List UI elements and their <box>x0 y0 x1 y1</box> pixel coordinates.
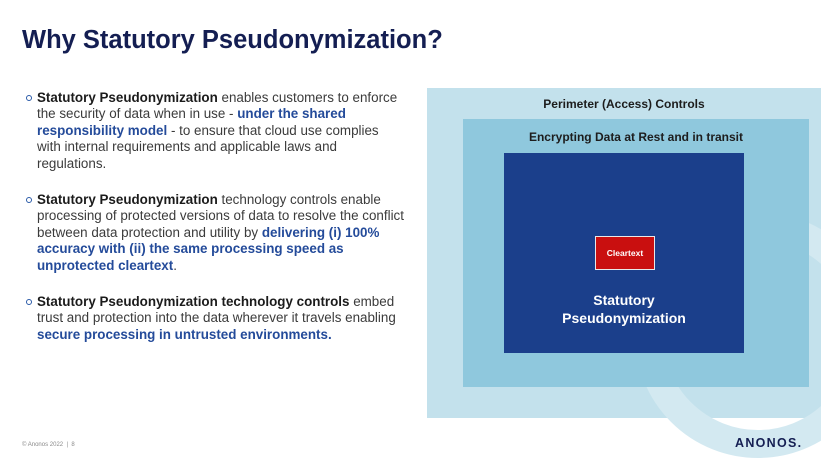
page-number: 8 <box>71 442 75 448</box>
cleartext-box: Cleartext <box>595 236 655 270</box>
footer-separator: | <box>66 442 69 448</box>
bullet-item <box>26 192 406 274</box>
encryption-layer <box>463 119 809 387</box>
encryption-layer-label: Encrypting Data at Rest and in transit <box>528 130 744 144</box>
copyright-text: © Anonos 2022 <box>22 442 64 448</box>
bullet-bold-text: Statutory Pseudonymization technology controls <box>37 294 350 310</box>
bullet-item <box>26 294 406 343</box>
pseudonymization-layer <box>504 153 744 353</box>
bullet-plain-text: embed trust and protection into the data wherever it travels enabling <box>37 294 396 326</box>
bullet-plain-text: technology controls enable processing of protected versions of data to resolve the conflict between data protection and utility by <box>37 192 404 240</box>
bullet-highlight-text: delivering (i) 100% accuracy with (ii) the same processing speed as unprotected cleartext <box>37 224 380 273</box>
bullet-text <box>37 192 404 273</box>
pseudonymization-label <box>504 291 744 327</box>
pseudonymization-label-line: Statutory <box>593 292 655 308</box>
perimeter-controls-label: Perimeter (Access) Controls <box>543 97 705 111</box>
pseudonymization-label-line: Pseudonymization <box>562 310 686 326</box>
bullet-plain-text: enables customers to enforce the security of data when in use - <box>37 90 398 122</box>
bullet-circle-icon <box>26 299 32 305</box>
bullet-text <box>37 90 397 171</box>
bullet-highlight-text: under the shared responsibility model <box>37 106 346 138</box>
bullet-plain-text: - to ensure that cloud use complies with internal requirements and applicable laws and regulations. <box>37 122 379 171</box>
bullet-item <box>26 90 406 172</box>
security-layers-diagram <box>427 88 821 418</box>
bullet-plain-text: . <box>173 257 177 273</box>
bullet-text <box>37 294 396 342</box>
anonos-logo: ANONOS. <box>735 436 803 450</box>
bullet-circle-icon <box>26 95 32 101</box>
bullet-list <box>26 90 406 363</box>
slide-footer <box>22 442 75 448</box>
page-title: Why Statutory Pseudonymization? <box>22 26 443 54</box>
bullet-highlight-text: secure processing in untrusted environments. <box>37 326 332 342</box>
bullet-bold-text: Statutory Pseudonymization <box>37 90 218 105</box>
bullet-bold-text: Statutory Pseudonymization <box>37 192 218 208</box>
bullet-circle-icon <box>26 197 32 203</box>
